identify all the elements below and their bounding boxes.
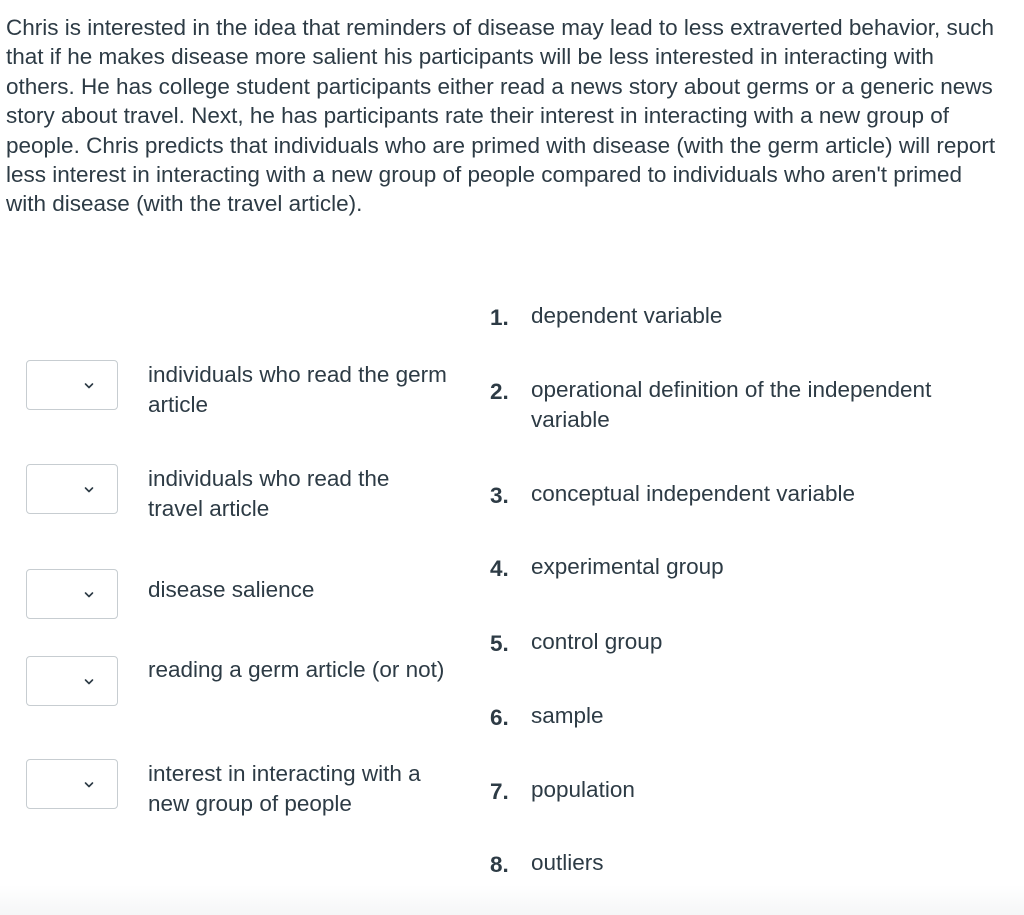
match-item-label: individuals who read the germ article	[148, 362, 447, 417]
chevron-down-icon	[84, 780, 94, 790]
match-item	[26, 360, 456, 420]
match-item-label: disease salience	[148, 577, 315, 602]
chevron-down-icon	[84, 485, 94, 495]
answer-number: 4.	[490, 556, 509, 581]
bottom-fade	[0, 885, 1024, 915]
answer-number: 7.	[490, 779, 509, 804]
answer-number: 2.	[490, 379, 509, 404]
answer-number: 8.	[490, 852, 509, 877]
answer-label: conceptual independent variable	[531, 481, 855, 506]
match-item-label: individuals who read the travel article	[148, 466, 390, 521]
chevron-down-icon	[84, 677, 94, 687]
match-select[interactable]	[26, 759, 118, 809]
match-item-label: interest in interacting with a new group of people	[148, 761, 421, 816]
question-prompt: Chris is interested in the idea that reminders of disease may lead to less extraverted behavior, such that if he makes disease more salient his participants will be less interested in interacting with others. He has college student participants either read a news story about germs or a generic news story about travel. Next, he has participants rate their interest in interacting with a new group of people. Chris predicts that individuals who are primed with disease (with the germ article) will report less interest in interacting with a new group of people compared to individuals who aren't primed with disease (with the travel article).	[6, 15, 996, 217]
answer-number: 3.	[490, 483, 509, 508]
answer-label: outliers	[531, 850, 604, 875]
answer-number: 1.	[490, 305, 509, 330]
answer-label: population	[531, 777, 635, 802]
answer-number: 5.	[490, 631, 509, 656]
match-item-label: reading a germ article (or not)	[148, 657, 445, 682]
match-select[interactable]	[26, 656, 118, 706]
answer-label: operational definition of the independent variable	[531, 377, 932, 432]
chevron-down-icon	[84, 590, 94, 600]
answer-number: 6.	[490, 705, 509, 730]
match-select[interactable]	[26, 464, 118, 514]
match-select[interactable]	[26, 360, 118, 410]
chevron-down-icon	[84, 381, 94, 391]
match-select[interactable]	[26, 569, 118, 619]
match-item	[26, 569, 456, 629]
match-item	[26, 759, 456, 819]
match-item	[26, 656, 456, 716]
answer-label: control group	[531, 629, 663, 654]
answer-label: dependent variable	[531, 303, 723, 328]
answer-label: experimental group	[531, 554, 724, 579]
answer-label: sample	[531, 703, 604, 728]
match-item	[26, 464, 456, 524]
